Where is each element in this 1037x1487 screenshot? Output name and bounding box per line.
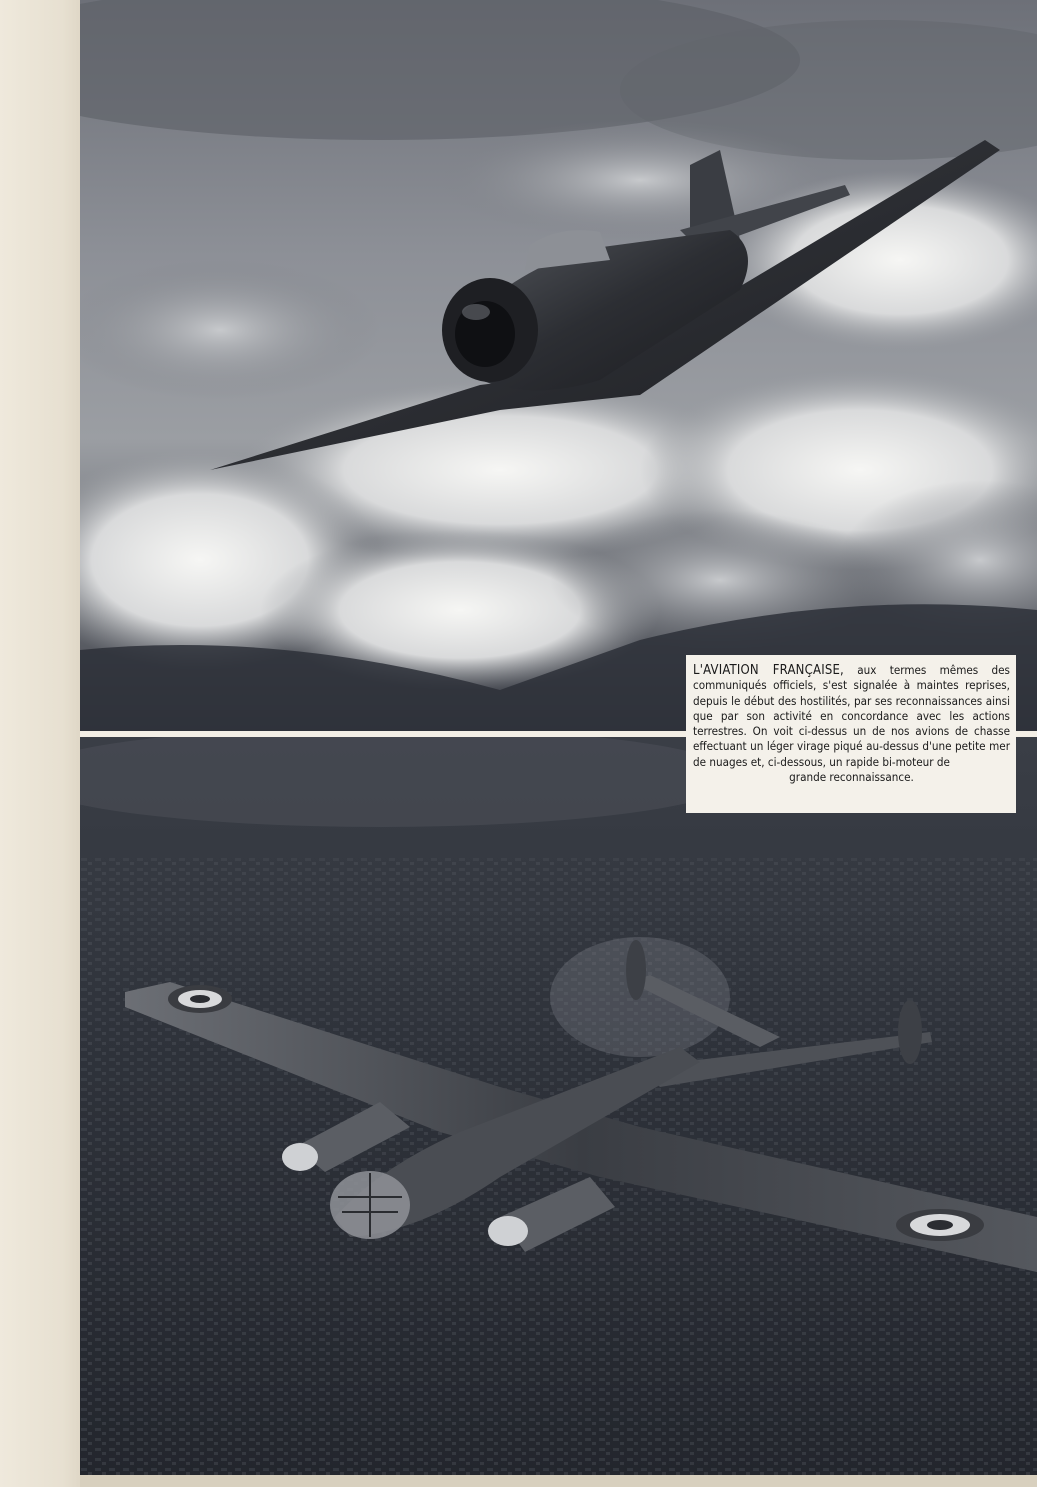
- fighter-aircraft-photo: [80, 0, 1037, 731]
- reconnaissance-aircraft-photo: [80, 737, 1037, 1475]
- caption-body: aux termes mêmes des communiqués officiels, s'est signalée à maintes reprises, depuis le début des hostilités, par ses reconnaissances ainsi que par son activité en concordance avec les actions terrestres. On voit ci-dessus un de nos avions de chasse effectuant un léger virage piqué au-dessus d'une petite mer de nuages et, ci-dessous, un rapide bi-moteur de: [693, 663, 1010, 769]
- caption-lead: L'AVIATION FRANÇAISE,: [693, 663, 844, 678]
- caption-last-line: grande reconnaissance.: [789, 770, 914, 785]
- roundel-left-wing-icon: [168, 985, 232, 1013]
- roundel-right-wing-icon: [896, 1209, 984, 1241]
- photo-caption: [686, 655, 1016, 813]
- page-bottom-margin: [80, 1475, 1037, 1487]
